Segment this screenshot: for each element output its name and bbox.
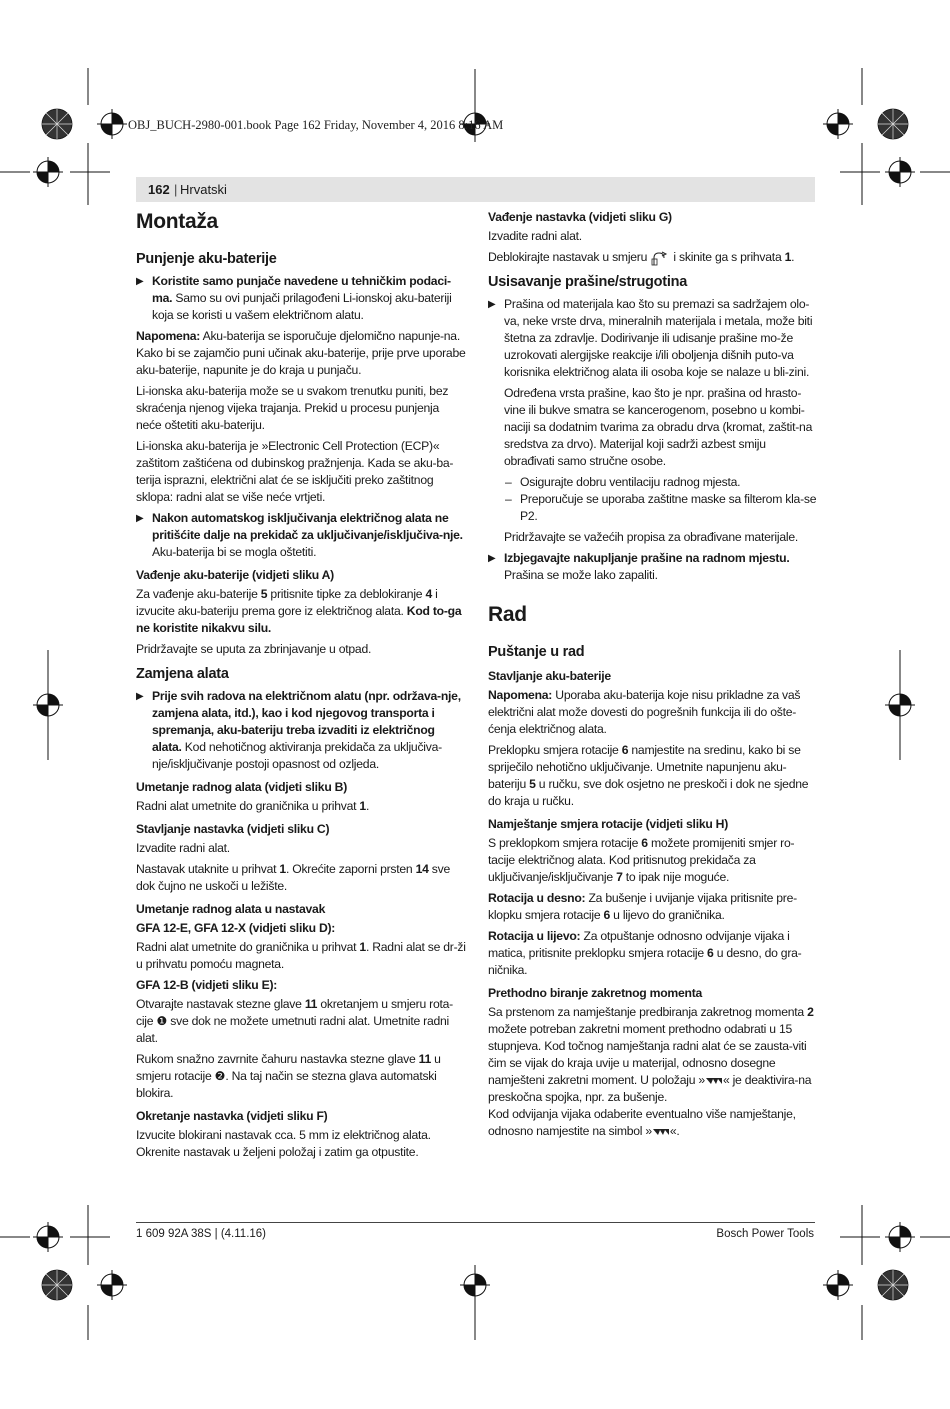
heading-punjenje: Punjenje aku-baterije (136, 251, 277, 267)
bullet-bold-text: Nakon automatskog isključivanja električnog alata ne pritišćite dalje na prekidač za uključivanje/isključiva-nje. (152, 511, 463, 542)
right-column (488, 209, 818, 1144)
rotation-1-icon: ❶ (156, 1014, 168, 1028)
note-paragraph (136, 328, 466, 379)
bullet-auto-off (136, 510, 466, 561)
heading-vadjenje-baterije: Vađenje aku-baterije (vidjeti sliku A) (136, 568, 334, 582)
bullet-safety: ▶ Prije svih radova na električnom alatu (npr. održava-nje, zamjena alata, itd.), kao i kod njegovog transporta i spremanja, aku-bateriju treba izvaditi iz električnog alata. Kod nehotičnog aktiviranja prekidača za uključiva-nje/isključivanje postoji opasnost od ozljeda. (136, 689, 461, 771)
subheading-gfa-e-x: GFA 12-E, GFA 12-X (vidjeti sliku D): (136, 921, 336, 935)
paragraph: Pridržavajte se važećih propisa za obrađivane materijale. (504, 530, 798, 544)
note-paragraph: Napomena: Uporaba aku-baterija koje nisu prikladne za vaš električni alat može dovesti do pogrešnih funkcija ili do ošte-ćenja električnog alata. (488, 688, 801, 736)
drill-icon (705, 1076, 723, 1086)
heading-stavljanje-c: Stavljanje nastavka (vidjeti sliku C) (136, 822, 330, 836)
paragraph: Izvucite blokirani nastavak cca. 5 mm iz električnog alata. Okrenite nastavak u željeni položaj i zatim ga otpustite. (136, 1128, 431, 1159)
paragraph: Rotacija u lijevo: Za otpuštanje odnosno odvijanje vijaka i matica, pritisnite preklopku smjera rotacije 6 u desno, do gra-ničnika. (488, 929, 802, 977)
bullet-text: Samo su ovi punjači prilagođeni Li-ionskoj aku-bateriji koja se koristi u vašem električnom alatu. (152, 291, 452, 322)
paragraph: Nastavak utaknite u prihvat 1. Okrećite zaporni prsten 14 sve dok čujno ne uskoči u ležište. (136, 862, 451, 893)
bullet-text: Aku-baterija bi se mogla oštetiti. (152, 545, 317, 559)
footer-doc-code: 1 609 92A 38S | (4.11.16) (136, 1228, 267, 1240)
bullet-charger (136, 273, 466, 324)
paragraph: Deblokirajte nastavak u smjeru i skinite ga s prihvata 1. (488, 250, 795, 264)
paragraph: Sa prstenom za namještanje predbiranja zakretnog momenta 2 možete potreban zakretni moment prethodno odabrati u 15 stupnjeva. Kod točnog namještanja radni alat će se zausta-viti čim se vijak do kraja uvije u materijal, odnosno dosegne namješteni zakretni moment. U položaju » « je deaktivira-na preskočna spojka, npr. za bušenje. (488, 1005, 814, 1104)
left-column (136, 205, 466, 1165)
subheading-gfa-b: GFA 12-B (vidjeti sliku E): (136, 978, 278, 992)
note-label: Napomena: (136, 329, 201, 343)
heading-vadjenje-nastavka: Vađenje nastavka (vidjeti sliku G) (488, 210, 672, 224)
bullet-dust: ▶ Prašina od materijala kao što su premazi sa sadržajem olo-va, neke vrste drva, mineralnih materijala i metala, može biti štetna za zdravlje. Dodirivanje ili udisanje prašine mo-že uzrokovati alergijske reakcije i/ili oboljenja dišnih puto-va korisnika električnog alata ili osoba koje se nalaze u bli-zini. (488, 297, 813, 379)
bullet-dust-accumulation: ▶ Izbjegavajte nakupljanje prašine na radnom mjestu. Prašina se može lako zapaliti. (488, 551, 790, 582)
heading-smjer-rotacije: Namještanje smjera rotacije (vidjeti sliku H) (488, 817, 729, 831)
bullet-triangle-icon: ▶ (136, 513, 144, 524)
bullet-triangle-icon: ▶ (488, 299, 496, 310)
footer-brand: Bosch Power Tools (716, 1228, 814, 1240)
bullet-bold-text: Koristite samo punjače navedene u tehničkim podaci-ma. (152, 274, 451, 305)
bullet-triangle-icon: ▶ (136, 276, 144, 287)
paragraph: Za vađenje aku-baterije 5 pritisnite tipke za deblokiranje 4 i izvucite aku-bateriju prema gore iz električnog alata. Kod to-ga ne koristite nikakvu silu. (136, 587, 462, 635)
page-number: 162 (148, 182, 170, 197)
paragraph: Li-ionska aku-baterija je »Electronic Cell Protection (ECP)« zaštitom zaštićena od dubinskog pražnjenja. Kada se aku-ba-terija isprazni, električni alat će se isključiti preko zaštitnog sklopa: radni alat se više neće vrtjeti. (136, 439, 454, 504)
page-header (136, 177, 815, 202)
paragraph: Pridržavajte se uputa za zbrinjavanje u otpad. (136, 642, 372, 656)
bullet-triangle-icon: ▶ (488, 553, 496, 564)
paragraph: S preklopkom smjera rotacije 6 možete promijeniti smjer ro-tacije električnog alata. Kod pritisnutog prekidača za uključivanje/isključivanje 7 to ipak nije moguće. (488, 836, 795, 884)
rotation-2-icon: ❷ (214, 1069, 226, 1083)
heading-okretanje-f: Okretanje nastavka (vidjeti sliku F) (136, 1109, 328, 1123)
dash-item: – Osigurajte dobru ventilaciju radnog mjesta. (505, 475, 741, 489)
paragraph: Kod odvijanja vijaka odaberite eventualno više namještanje, odnosno namjestite na simbol » «. (488, 1107, 796, 1138)
dash-item: – Preporučuje se uporaba zaštitne maske sa filterom kla-se P2. (505, 492, 817, 523)
note-text: Aku-baterija se isporučuje djelomično napunje-na. Kako bi se zajamčio puni učinak aku-baterije, prije prve uporabe aku-baterije, napunite je do kraja u punjaču. (136, 329, 466, 377)
heading-zamjena-alata: Zamjena alata (136, 666, 229, 682)
unlock-rotation-icon (650, 250, 670, 266)
section-title-rad: Rad (488, 603, 527, 626)
section-title-montaza: Montaža (136, 210, 218, 233)
paragraph: Rotacija u desno: Za bušenje i uvijanje vijaka pritisnite pre-klopku smjera rotacije 6 u lijevo do graničnika. (488, 891, 797, 922)
paragraph: Otvarajte nastavak stezne glave 11 okretanjem u smjeru rota-cije ❶ sve dok ne možete umetnuti radni alat. Umetnite radni alat. (136, 997, 453, 1045)
heading-umetanje-nastavak: Umetanje radnog alata u nastavak (136, 902, 326, 916)
paragraph: Izvadite radni alat. (488, 229, 582, 243)
paragraph: Radni alat umetnite do graničnika u prihvat 1. Radni alat se dr-ži u prihvatu pomoću magneta. (136, 940, 466, 971)
bullet-triangle-icon: ▶ (136, 691, 144, 702)
paragraph: Li-ionska aku-baterija može se u svakom trenutku puniti, bez skraćenja njenog vijeka trajanja. Prekid u procesu punjenja neće oštetiti aku-bateriju. (136, 384, 449, 432)
header-separator: | (174, 182, 178, 197)
heading-umetanje-b: Umetanje radnog alata (vidjeti sliku B) (136, 780, 348, 794)
heading-usisavanje: Usisavanje prašine/strugotina (488, 274, 688, 290)
header-language: Hrvatski (180, 182, 227, 197)
paragraph: Preklopku smjera rotacije 6 namjestite na sredinu, kako bi se spriječilo nehotično uključivanje. Umetnite napunjenu aku-bateriju 5 u ručku, sve dok osjetno ne preskoči i dok ne sjedne do kraja u ručku. (488, 743, 809, 808)
paragraph: Rukom snažno zavrnite čahuru nastavka stezne glave 11 u smjeru rotacije ❷. Na taj način se stezna glava automatski blokira. (136, 1052, 441, 1100)
heading-stavljanje-baterije: Stavljanje aku-baterije (488, 669, 611, 683)
footer-rule (136, 1222, 815, 1223)
drill-icon (652, 1127, 670, 1137)
paragraph: Radni alat umetnite do graničnika u prihvat 1. (136, 799, 370, 813)
paragraph: Određena vrsta prašine, kao što je npr. prašina od hrasto-vine ili bukve smatra se kancerogenom, posebno u kombi-naciji sa dodatnim tvarima za obradu drva (kromat, zaštit-na sredstva za drvo). Materijal koji sadrži azbest smiju obrađivati samo stručne osobe. (504, 386, 813, 468)
print-info: OBJ_BUCH-2980-001.book Page 162 Friday, November 4, 2016 8:16 AM (128, 118, 504, 132)
heading-pustanje: Puštanje u rad (488, 644, 585, 660)
paragraph: Izvadite radni alat. (136, 841, 230, 855)
heading-zakretni-moment: Prethodno biranje zakretnog momenta (488, 986, 703, 1000)
